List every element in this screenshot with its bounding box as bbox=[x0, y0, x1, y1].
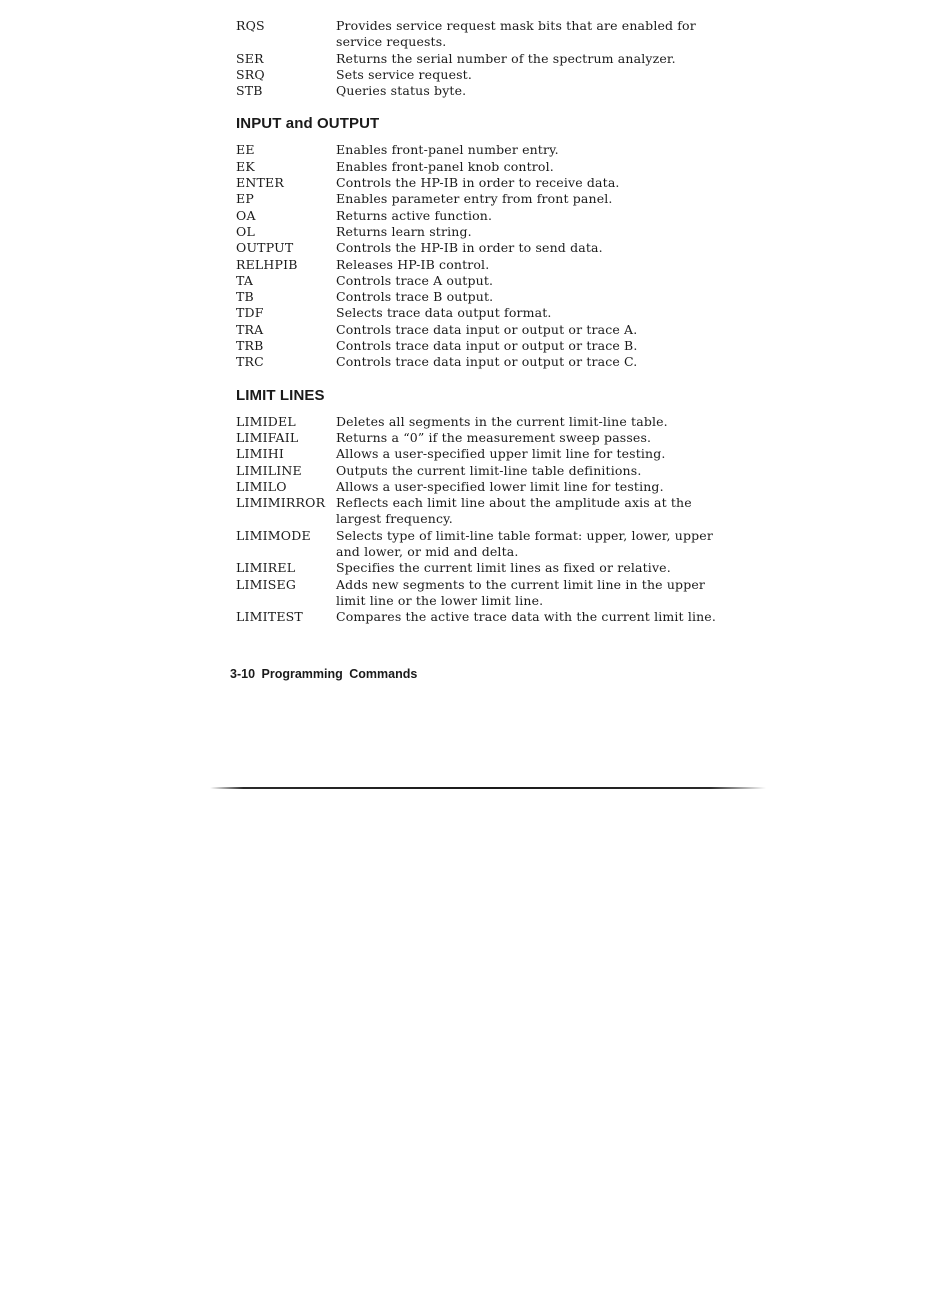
command-name: EK bbox=[236, 158, 255, 174]
command-description: Controls trace A output. bbox=[336, 272, 494, 288]
command-description: Reflects each limit line about the amplitude axis at the largest frequency. bbox=[336, 495, 692, 527]
command-row bbox=[236, 528, 736, 561]
command-name: OL bbox=[236, 223, 255, 239]
limit-lines-heading: LIMIT LINES bbox=[236, 386, 325, 404]
command-description: Selects type of limit-line table format: upper, lower, upper and lower, or mid and delta. bbox=[336, 527, 713, 560]
command-name: TA bbox=[236, 272, 254, 288]
command-name: OA bbox=[236, 207, 256, 223]
command-name: LIMIHI bbox=[236, 446, 285, 462]
command-name: LIMISEG bbox=[236, 576, 297, 592]
command-row bbox=[236, 257, 736, 273]
command-row bbox=[236, 159, 736, 175]
command-description: Returns a “0” if the measurement sweep passes. bbox=[336, 429, 652, 445]
command-name: TRA bbox=[236, 321, 264, 337]
command-description: Allows a user-specified lower limit line for testing. bbox=[336, 478, 664, 494]
command-name: SER bbox=[236, 50, 264, 66]
command-row bbox=[236, 560, 736, 576]
command-description: Enables front-panel knob control. bbox=[336, 158, 554, 174]
command-description: Controls the HP-IB in order to send data. bbox=[336, 240, 603, 256]
command-name: STB bbox=[236, 83, 263, 99]
command-description: Enables front-panel number entry. bbox=[336, 142, 559, 158]
command-name: LIMILO bbox=[236, 478, 287, 494]
command-description: Provides service request mask bits that are enabled for service requests. bbox=[336, 18, 696, 50]
command-row bbox=[236, 322, 736, 338]
command-description: Queries status byte. bbox=[336, 83, 467, 99]
document-page bbox=[236, 18, 736, 626]
command-name: EE bbox=[236, 142, 255, 158]
command-name: TB bbox=[236, 289, 254, 305]
command-row bbox=[236, 577, 736, 610]
command-row bbox=[236, 51, 736, 67]
command-description: Sets service request. bbox=[336, 66, 472, 82]
command-name: EP bbox=[236, 191, 254, 207]
command-description: Selects trace data output format. bbox=[336, 305, 552, 321]
command-name: SRQ bbox=[236, 66, 265, 82]
command-name: TDF bbox=[236, 305, 264, 321]
command-description: Specifies the current limit lines as fixed or relative. bbox=[336, 560, 671, 576]
command-row bbox=[236, 224, 736, 240]
command-description: Deletes all segments in the current limit-line table. bbox=[336, 413, 668, 429]
command-row bbox=[236, 479, 736, 495]
command-name: LIMITEST bbox=[236, 609, 303, 625]
command-row bbox=[236, 495, 736, 528]
command-row bbox=[236, 338, 736, 354]
command-description: Returns the serial number of the spectrum analyzer. bbox=[336, 50, 676, 66]
command-name: LIMIFAIL bbox=[236, 429, 299, 445]
command-row bbox=[236, 430, 736, 446]
command-description: Enables parameter entry from front panel. bbox=[336, 191, 613, 207]
command-row bbox=[236, 305, 736, 321]
command-name: LIMILINE bbox=[236, 462, 302, 478]
command-name: ENTER bbox=[236, 175, 284, 191]
command-row bbox=[236, 83, 736, 99]
command-description: Compares the active trace data with the current limit line. bbox=[336, 609, 716, 625]
status-command-table bbox=[236, 18, 736, 99]
command-name: OUTPUT bbox=[236, 240, 294, 256]
command-description: Adds new segments to the current limit line in the upper limit line or the lower limit line. bbox=[336, 576, 706, 608]
command-row bbox=[236, 175, 736, 191]
command-name: RELHPIB bbox=[236, 256, 298, 272]
command-row bbox=[236, 208, 736, 224]
command-name: LIMIREL bbox=[236, 560, 296, 576]
command-row bbox=[236, 240, 736, 256]
command-description: Outputs the current limit-line table definitions. bbox=[336, 462, 642, 478]
command-name: LIMIMIRROR bbox=[236, 495, 326, 511]
input-output-heading: INPUT and OUTPUT bbox=[236, 115, 380, 133]
command-row bbox=[236, 289, 736, 305]
command-row bbox=[236, 414, 736, 430]
command-name: RQS bbox=[236, 18, 265, 33]
command-row bbox=[236, 191, 736, 207]
command-name: LIMIDEL bbox=[236, 413, 296, 429]
command-description: Returns active function. bbox=[336, 207, 493, 223]
limit-lines-command-table bbox=[236, 414, 736, 626]
command-description: Releases HP-IB control. bbox=[336, 256, 490, 272]
command-row bbox=[236, 18, 736, 51]
command-description: Returns learn string. bbox=[336, 223, 472, 239]
command-row bbox=[236, 446, 736, 462]
command-description: Controls trace data input or output or trace C. bbox=[336, 354, 638, 370]
command-name: LIMIMODE bbox=[236, 527, 311, 543]
command-row bbox=[236, 67, 736, 83]
scan-bottom-rule bbox=[210, 787, 766, 789]
command-description: Controls the HP-IB in order to receive data. bbox=[336, 175, 620, 191]
command-description: Allows a user-specified upper limit line for testing. bbox=[336, 446, 666, 462]
command-row bbox=[236, 273, 736, 289]
command-row bbox=[236, 463, 736, 479]
command-description: Controls trace B output. bbox=[336, 289, 494, 305]
command-name: TRC bbox=[236, 354, 264, 370]
command-description: Controls trace data input or output or trace B. bbox=[336, 338, 638, 354]
command-name: TRB bbox=[236, 338, 264, 354]
command-row bbox=[236, 142, 736, 158]
input-output-command-table bbox=[236, 142, 736, 370]
page-footer: 3-10 Programming Commands bbox=[230, 667, 418, 681]
command-description: Controls trace data input or output or trace A. bbox=[336, 321, 638, 337]
command-row bbox=[236, 609, 736, 625]
command-row bbox=[236, 354, 736, 370]
